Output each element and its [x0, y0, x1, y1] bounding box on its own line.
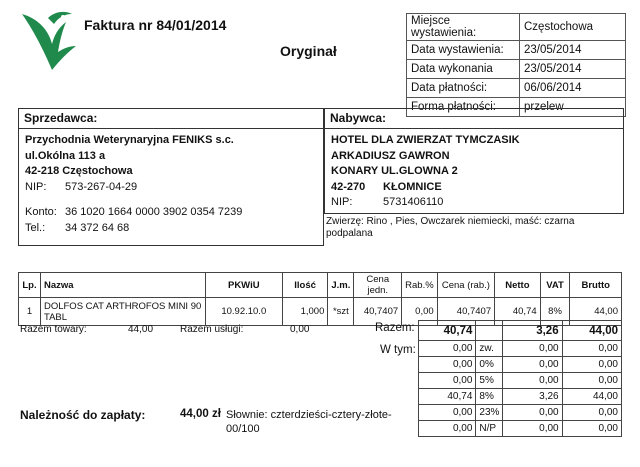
rate-cell: 0%: [476, 357, 503, 373]
netto-cell: 0,00: [419, 341, 476, 357]
invoice-meta-table: [406, 13, 626, 117]
razem-vat: 3,26: [503, 321, 562, 341]
razem-netto: 40,74: [419, 321, 476, 341]
seller-box: [18, 108, 324, 246]
col-cena-rab: Cena (rab.): [437, 273, 494, 298]
company-logo-icon: [18, 8, 80, 72]
col-ilosc: Ilość: [282, 273, 328, 298]
brutto-cell: 0,00: [562, 373, 621, 389]
items-header-row: [19, 273, 622, 298]
razem-label: Razem:: [375, 322, 415, 334]
table-row: [419, 405, 622, 421]
meta-row: [407, 60, 626, 79]
vat-summary-table: [418, 320, 622, 437]
item-netto: 40,74: [495, 298, 541, 326]
buyer-animal-note: Zwierzę: Rino , Pies, Owczarek niemiecki, maść: czarna podpalana: [326, 216, 575, 239]
razem-towary-value: 44,00: [128, 324, 154, 335]
meta-value: 23/05/2014: [520, 41, 626, 60]
items-table: [18, 272, 622, 326]
col-pkwiu: PKWiU: [205, 273, 282, 298]
vat-cell: 0,00: [503, 421, 562, 437]
razem-brutto: 44,00: [562, 321, 621, 341]
item-cena-jedn: 40,7407: [354, 298, 402, 326]
meta-value: Częstochowa: [520, 14, 626, 41]
invoice-copy-type: Oryginał: [280, 43, 337, 59]
amount-due-label: Należność do zapłaty:: [20, 408, 146, 422]
netto-cell: 0,00: [419, 373, 476, 389]
razem-uslugi-value: 0,00: [290, 324, 310, 335]
col-cena-jedn: Cena jedn.: [354, 273, 402, 298]
col-netto: Netto: [495, 273, 541, 298]
meta-value: przelew: [520, 98, 626, 117]
invoice-title: Faktura nr 84/01/2014: [84, 17, 227, 33]
netto-cell: 40,74: [419, 389, 476, 405]
seller-city: 42-218 Częstochowa: [25, 165, 133, 177]
meta-row: [407, 41, 626, 60]
meta-value: 23/05/2014: [520, 60, 626, 79]
brutto-cell: 0,00: [562, 357, 621, 373]
col-vat: VAT: [540, 273, 570, 298]
wtym-label: W tym:: [380, 344, 416, 356]
meta-value: 06/06/2014: [520, 79, 626, 98]
vat-cell: 0,00: [503, 405, 562, 421]
buyer-heading: Nabywca:: [325, 109, 623, 129]
table-row: [419, 421, 622, 437]
buyer-line2: ARKADIUSZ GAWRON: [331, 149, 450, 162]
meta-label: Miejsce wystawienia:: [407, 14, 520, 41]
razem-towary-label: Razem towary:: [20, 324, 87, 335]
brutto-cell: 0,00: [562, 421, 621, 437]
vat-cell: 0,00: [503, 357, 562, 373]
col-brutto: Brutto: [570, 273, 622, 298]
rate-cell: 8%: [476, 389, 503, 405]
meta-label: Data płatności:: [407, 79, 520, 98]
meta-row: [407, 79, 626, 98]
seller-konto-label: Konto:: [25, 206, 57, 218]
amount-due-value: 44,00 zł: [180, 408, 221, 420]
buyer-city: KŁOMNICE: [383, 180, 442, 193]
meta-label: Data wystawienia:: [407, 41, 520, 60]
table-row: [419, 389, 622, 405]
rate-cell: zw.: [476, 341, 503, 357]
vat-cell: 0,00: [503, 373, 562, 389]
item-vat: 8%: [540, 298, 570, 326]
col-jm: J.m.: [328, 273, 354, 298]
seller-konto: 36 1020 1664 0000 3902 0354 7239: [65, 206, 243, 218]
netto-cell: 0,00: [419, 357, 476, 373]
item-cena-rab: 40,7407: [437, 298, 494, 326]
netto-cell: 0,00: [419, 405, 476, 421]
table-row: [419, 373, 622, 389]
vat-cell: 0,00: [503, 341, 562, 357]
buyer-line1: HOTEL DLA ZWIERZAT TYMCZASIK: [331, 134, 520, 146]
table-row: [419, 357, 622, 373]
item-jm: *szt: [328, 298, 354, 326]
buyer-box: [324, 108, 624, 214]
buyer-nip-label: NIP:: [331, 196, 353, 208]
razem-uslugi-label: Razem usługi:: [180, 324, 244, 335]
meta-label: Data wykonania: [407, 60, 520, 79]
seller-tel-label: Tel.:: [25, 221, 46, 234]
item-brutto: 44,00: [570, 298, 622, 326]
table-row: [419, 341, 622, 357]
meta-label: Forma płatności:: [407, 98, 520, 117]
rate-cell: 23%: [476, 405, 503, 421]
brutto-cell: 0,00: [562, 341, 621, 357]
vat-cell: 3,26: [503, 389, 562, 405]
col-lp: Lp.: [19, 273, 41, 298]
brutto-cell: 0,00: [562, 405, 621, 421]
seller-tel: 34 372 64 68: [65, 221, 130, 234]
item-ilosc: 1,000: [282, 298, 328, 326]
buyer-nip: 5731406110: [383, 196, 444, 208]
buyer-zip: 42-270: [331, 180, 366, 193]
rate-cell: 5%: [476, 373, 503, 389]
buyer-line3: KONARY UL.GLOWNA 2: [331, 165, 458, 177]
seller-nip-label: NIP:: [25, 180, 47, 193]
seller-heading: Sprzedawca:: [19, 109, 323, 129]
seller-street: ul.Okólna 113 a: [25, 149, 106, 162]
meta-row: [407, 14, 626, 41]
rate-cell: N/P: [476, 421, 503, 437]
col-rabat: Rab.%: [402, 273, 438, 298]
item-nazwa: DOLFOS CAT ARTHROFOS MINI 90 TABL: [40, 298, 205, 326]
seller-name: Przychodnia Weterynaryjna FENIKS s.c.: [25, 134, 234, 146]
seller-nip: 573-267-04-29: [65, 180, 138, 193]
amount-in-words: Słownie: czterdzieści-cztery-złote-00/100: [226, 409, 392, 435]
brutto-cell: 44,00: [562, 389, 621, 405]
item-pkwiu: 10.92.10.0: [205, 298, 282, 326]
item-lp: 1: [19, 298, 41, 326]
col-nazwa: Nazwa: [40, 273, 205, 298]
item-rabat: 0,00: [402, 298, 438, 326]
netto-cell: 0,00: [419, 421, 476, 437]
summary-total-row: [419, 321, 622, 341]
